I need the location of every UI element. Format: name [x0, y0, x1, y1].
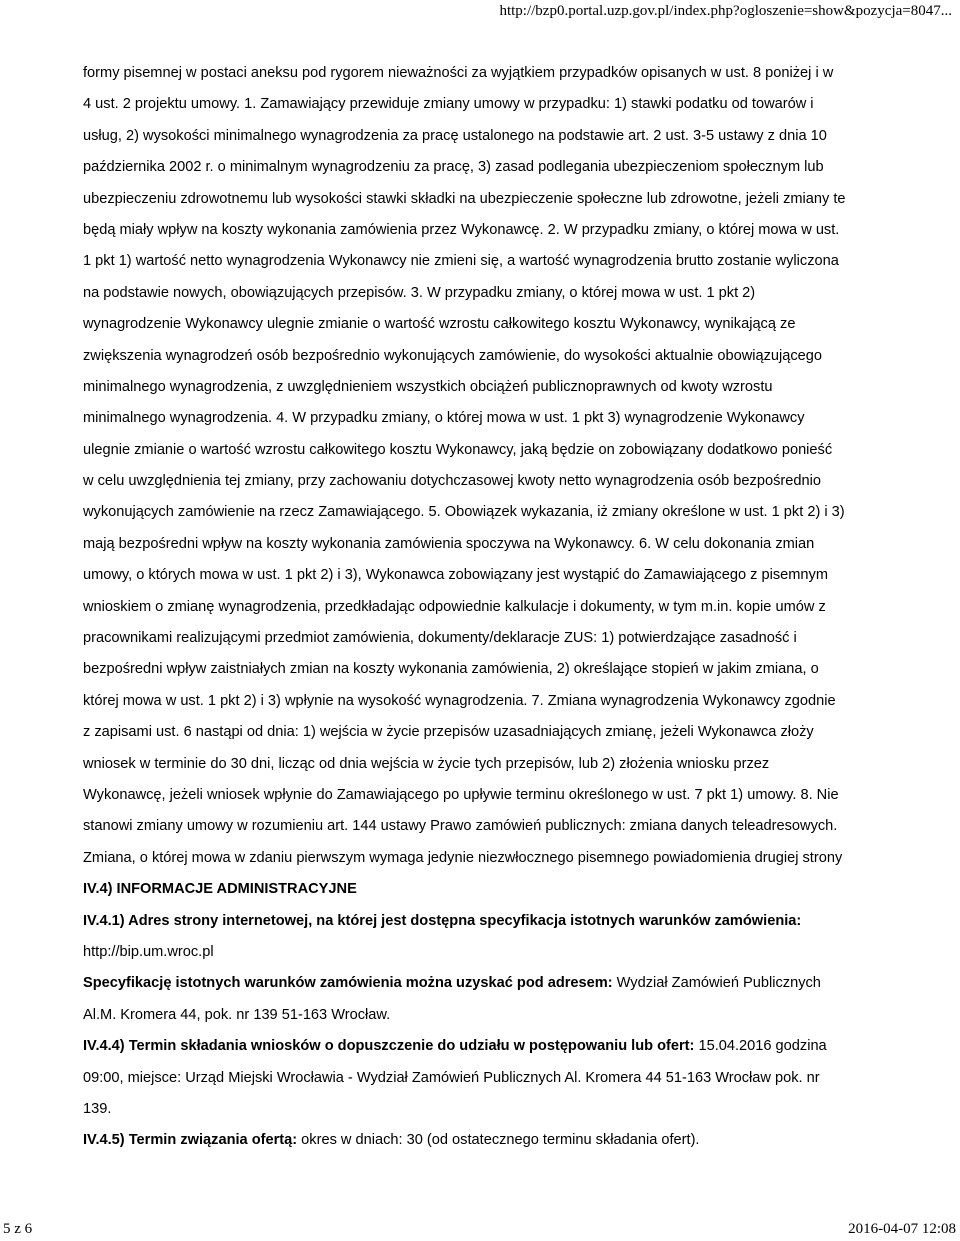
body-line: minimalnego wynagrodzenia. 4. W przypadku zmiany, o której mowa w ust. 1 pkt 3) wynagrodzenie Wykonawcy [83, 410, 805, 427]
body-line: wykonujących zamówienie na rzecz Zamawiającego. 5. Obowiązek wykazania, iż zmiany określone w ust. 1 pkt 2) i 3) [83, 504, 845, 521]
body-line: pracownikami realizującymi przedmiot zamówienia, dokumenty/deklaracje ZUS: 1) potwierdzające zasadność i [83, 630, 797, 647]
submission-deadline-label: IV.4.4) Termin składania wniosków o dopuszczenie do udziału w postępowaniu lub ofert: [83, 1038, 695, 1055]
body-line: w celu uwzględnienia tej zmiany, przy zachowaniu dotychczasowej kwoty netto wynagrodzenia osób bezpośrednio [83, 473, 821, 490]
specification-address-value: Wydział Zamówień Publicznych [612, 975, 821, 992]
body-line: formy pisemnej w postaci aneksu pod rygorem nieważności za wyjątkiem przypadków opisanych w ust. 8 poniżej i w [83, 65, 834, 81]
body-line: 1 pkt 1) wartość netto wynagrodzenia Wykonawcy nie zmieni się, a wartość wynagrodzenia brutto zostanie wyliczona [83, 253, 839, 270]
offer-binding-period-value: okres w dniach: 30 (od ostatecznego terminu składania ofert). [297, 1132, 700, 1149]
body-line: Wykonawcę, jeżeli wniosek wpłynie do Zamawiającego po upływie terminu określonego w ust. 7 pkt 1) umowy. 8. Nie [83, 786, 839, 803]
offer-binding-period-label: IV.4.5) Termin związania ofertą: [83, 1132, 298, 1149]
body-line: ulegnie zmianie o wartość wzrostu całkowitego kosztu Wykonawcy, jaką będzie on zobowiązany dodatkowo ponieść [83, 441, 833, 458]
body-line: minimalnego wynagrodzenia, z uwzględnieniem wszystkich obciążeń publicznoprawnych od kwoty wzrostu [83, 378, 773, 395]
body-line: będą miały wpływ na koszty wykonania zamówienia przez Wykonawcę. 2. W przypadku zmiany, o której mowa w ust. [83, 221, 840, 238]
body-line: wnioskiem o zmianę wynagrodzenia, przedkładając odpowiednie kalkulacje i dokumenty, w tym m.in. kopie umów z [83, 598, 826, 615]
body-line: z zapisami ust. 6 nastąpi od dnia: 1) wejścia w życie przepisów uzasadniających zmianę, jeżeli Wykonawca złoży [83, 724, 814, 741]
body-line: stanowi zmiany umowy w rozumieniu art. 144 ustawy Prawo zamówień publicznych: zmiana danych teleadresowych. [83, 818, 838, 835]
body-line: wniosek w terminie do 30 dni, licząc od dnia wejścia w życie tych przepisów, lub 2) złożenia wniosku przez [83, 755, 770, 772]
offer-binding-period-item [83, 1125, 898, 1156]
specification-address-label: Specyfikację istotnych warunków zamówienia można uzyskać pod adresem: [83, 975, 613, 992]
body-line: października 2002 r. o minimalnym wynagrodzeniu za pracę, 3) zasad podlegania ubezpieczeniom społecznym lub [83, 159, 824, 176]
body-line: mają bezpośredni wpływ na koszty wykonania zamówienia spoczywa na Wykonawcy. 6. W celu dokonania zmian [83, 535, 815, 552]
body-line: 4 ust. 2 projektu umowy. 1. Zamawiający przewiduje zmiany umowy w przypadku: 1) stawki podatku od towarów i [83, 96, 814, 113]
website-address-label: IV.4.1) Adres strony internetowej, na której jest dostępna specyfikacja istotnych warunków zamówienia: [83, 912, 802, 929]
page-number-footer: 5 z 6 [3, 1221, 33, 1237]
section-heading: IV.4) INFORMACJE ADMINISTRACYJNE [83, 881, 357, 898]
website-address-value[interactable]: http://bip.um.wroc.pl [83, 943, 214, 960]
body-line: ubezpieczeniu zdrowotnemu lub wysokości stawki składki na ubezpieczenie społeczne lub zdrowotne, jeżeli zmiany te [83, 190, 846, 207]
website-address-item [83, 906, 898, 937]
submission-deadline-value-end: 139. [83, 1100, 112, 1117]
body-line: której mowa w ust. 1 pkt 2) i 3) wpłynie na wysokość wynagrodzenia. 7. Zmiana wynagrodzenia Wykonawcy zgodnie [83, 692, 836, 709]
body-line: usług, 2) wysokości minimalnego wynagrodzenia za pracę ustalonego na podstawie art. 2 ust. 3-5 ustawy z dnia 10 [83, 127, 827, 144]
body-line: zwiększenia wynagrodzeń osób bezpośrednio wykonujących zamówienie, do wysokości aktualnie obowiązującego [83, 347, 823, 364]
print-timestamp-footer: 2016-04-07 12:08 [848, 1221, 956, 1237]
body-line: bezpośredni wpływ zaistniałych zmian na koszty wykonania zamówienia, 2) określające stopień w jakim zmiana, o [83, 661, 819, 678]
page-url-header: http://bzp0.portal.uzp.gov.pl/index.php?ogloszenie=show&pozycja=8047... [499, 3, 952, 19]
body-line: wynagrodzenie Wykonawcy ulegnie zmianie o wartość wzrostu całkowitego kosztu Wykonawcy, wynikającą ze [83, 316, 796, 333]
submission-deadline-item [83, 1031, 898, 1062]
body-line: umowy, o których mowa w ust. 1 pkt 2) i 3), Wykonawca zobowiązany jest wystąpić do Zamawiającego z pisemnym [83, 567, 828, 584]
submission-deadline-value: 15.04.2016 godzina [694, 1038, 827, 1055]
body-line: na podstawie nowych, obowiązujących przepisów. 3. W przypadku zmiany, o której mowa w ust. 1 pkt 2) [83, 284, 756, 301]
specification-address-item [83, 968, 898, 999]
body-line: Zmiana, o której mowa w zdaniu pierwszym wymaga jedynie niezwłocznego pisemnego powiadomienia drugiej strony [83, 849, 843, 866]
document-body [83, 58, 898, 1157]
specification-address-value-cont: Al.M. Kromera 44, pok. nr 139 51-163 Wrocław. [83, 1006, 391, 1023]
submission-deadline-value-cont: 09:00, miejsce: Urząd Miejski Wrocławia - Wydział Zamówień Publicznych Al. Kromera 44 51-163 Wrocław pok. nr [83, 1069, 820, 1086]
